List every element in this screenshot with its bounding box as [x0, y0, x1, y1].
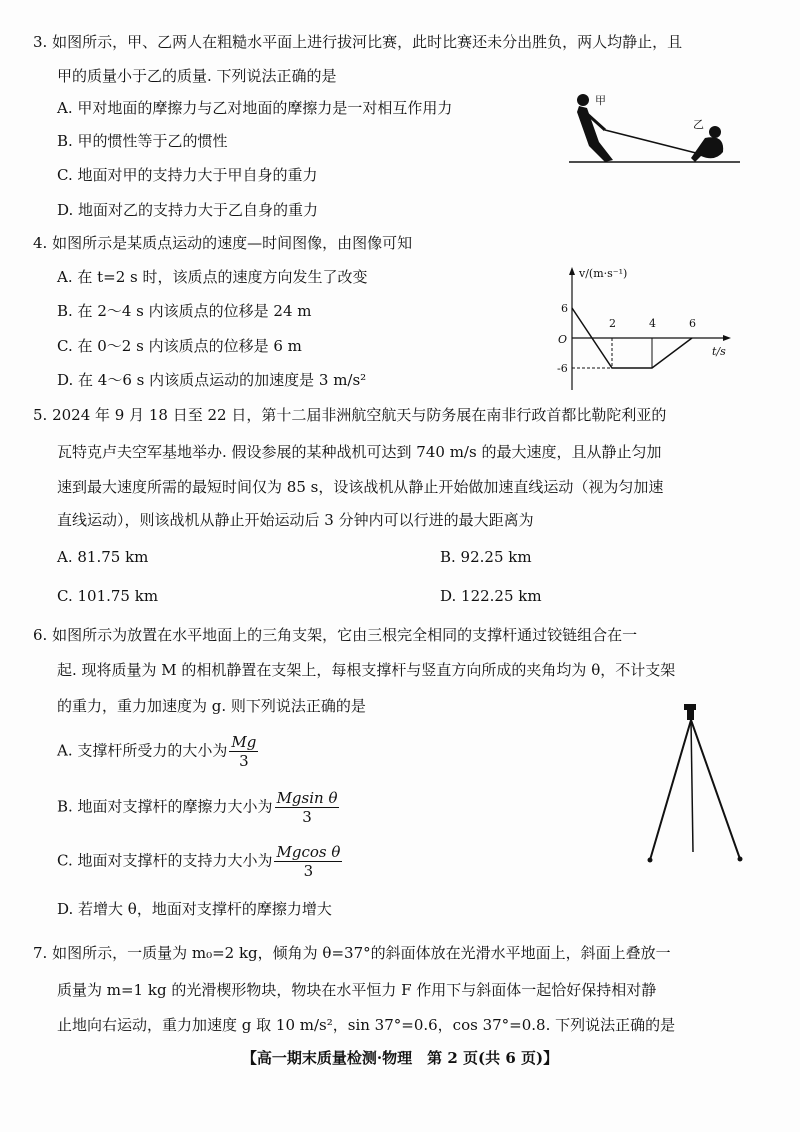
denominator: 3 [302, 808, 312, 826]
x-tick-label: 2 [609, 317, 616, 330]
q5-option-c: C. 101.75 km [57, 587, 159, 605]
q6-option-d: D. 若增大 θ，地面对支撑杆的摩擦力增大 [57, 900, 332, 918]
fraction [229, 733, 258, 770]
figure-label-jia: 甲 [595, 94, 606, 107]
q5-stem-line2: 瓦特克卢夫空军基地举办. 假设参展的某种战机可达到 740 m/s 的最大速度，且从静止匀加 [57, 443, 662, 461]
q4-option-b: B. 在 2～4 s 内该质点的位移是 24 m [57, 302, 312, 320]
tripod-figure [640, 700, 760, 870]
t-axis-arrow-icon [723, 335, 731, 341]
numerator: Mgcos θ [276, 843, 341, 861]
q7-stem-line1: 7. 如图所示，一质量为 m₀=2 kg，倾角为 θ=37°的斜面体放在光滑水平地面上，斜面上叠放一 [33, 944, 671, 962]
q4-option-a: A. 在 t=2 s 时，该质点的速度方向发生了改变 [57, 268, 368, 286]
q6-stem-line1: 6. 如图所示为放置在水平地面上的三角支架，它由三根完全相同的支撑杆通过铰链组合在一 [33, 626, 638, 644]
q5-stem-line4: 直线运动），则该战机从静止开始运动后 3 分钟内可以行进的最大距离为 [57, 511, 534, 529]
q5-option-d: D. 122.25 km [440, 587, 542, 605]
fraction [274, 843, 342, 880]
q6-stem-line3: 的重力，重力加速度为 g. 则下列说法正确的是 [57, 697, 366, 715]
q6-option-c [57, 843, 342, 880]
q4-stem: 4. 如图所示是某质点运动的速度—时间图像，由图像可知 [33, 234, 413, 252]
q6-option-a [57, 733, 258, 770]
x-tick-label: 6 [689, 317, 696, 330]
q7-stem-line2: 质量为 m=1 kg 的光滑楔形物块，物块在水平恒力 F 作用下与斜面体一起恰好保持相对静 [57, 981, 657, 999]
figure-label-yi: 乙 [693, 118, 704, 131]
v-axis-arrow-icon [569, 267, 575, 275]
denominator: 3 [303, 862, 314, 880]
q4-option-d: D. 在 4～6 s 内该质点运动的加速度是 3 m/s² [57, 371, 367, 389]
q7-stem-line3: 止地向右运动，重力加速度 g 取 10 m/s²，sin 37°=0.6，cos 37°=0.8. 下列说法正确的是 [57, 1016, 676, 1034]
q3-option-d: D. 地面对乙的支持力大于乙自身的重力 [57, 201, 319, 219]
y-tick-label: 6 [561, 302, 568, 315]
q3-stem-line1: 3. 如图所示，甲、乙两人在粗糙水平面上进行拔河比赛，此时比赛还未分出胜负，两人均静止，且 [33, 33, 683, 51]
tug-of-war-figure [565, 90, 745, 170]
q6-option-b-text: B. 地面对支撑杆的摩擦力大小为 [57, 797, 273, 816]
fraction [275, 789, 340, 826]
v-axis-label: v/(m·s⁻¹) [579, 267, 628, 280]
q3-option-c: C. 地面对甲的支持力大于甲自身的重力 [57, 166, 318, 184]
x-tick-label: 4 [649, 317, 656, 330]
q5-stem-line3: 速到最大速度所需的最短时间仅为 85 s，设该战机从静止开始做加速直线运动（视为匀加速 [57, 478, 664, 496]
q6-option-b [57, 789, 339, 826]
q5-stem-line1: 5. 2024 年 9 月 18 日至 22 日，第十二届非洲航空航天与防务展在南非行政首都比勒陀利亚的 [33, 406, 667, 424]
q3-option-a: A. 甲对地面的摩擦力与乙对地面的摩擦力是一对相互作用力 [57, 99, 453, 117]
q3-option-b: B. 甲的惯性等于乙的惯性 [57, 132, 228, 150]
q6-option-c-text: C. 地面对支撑杆的支持力大小为 [57, 851, 273, 870]
t-axis-label: t/s [712, 345, 726, 358]
y-tick-label: -6 [557, 362, 568, 375]
q4-option-c: C. 在 0～2 s 内该质点的位移是 6 m [57, 337, 302, 355]
origin-label: O [558, 333, 568, 346]
q3-stem-line2: 甲的质量小于乙的质量. 下列说法正确的是 [57, 67, 337, 85]
q6-option-a-text: A. 支撑杆所受力的大小为 [57, 741, 228, 760]
q5-option-a: A. 81.75 km [57, 548, 149, 566]
velocity-time-graph [555, 265, 735, 395]
q6-stem-line2: 起. 现将质量为 M 的相机静置在支架上，每根支撑杆与竖直方向所成的夹角均为 θ，不计支架 [57, 661, 676, 679]
page-footer: 【高一期末质量检测·物理 第 2 页(共 6 页)】 [241, 1049, 559, 1067]
denominator: 3 [239, 752, 249, 770]
numerator: Mgsin θ [276, 789, 338, 807]
q5-option-b: B. 92.25 km [440, 548, 532, 566]
numerator: Mg [231, 733, 257, 751]
